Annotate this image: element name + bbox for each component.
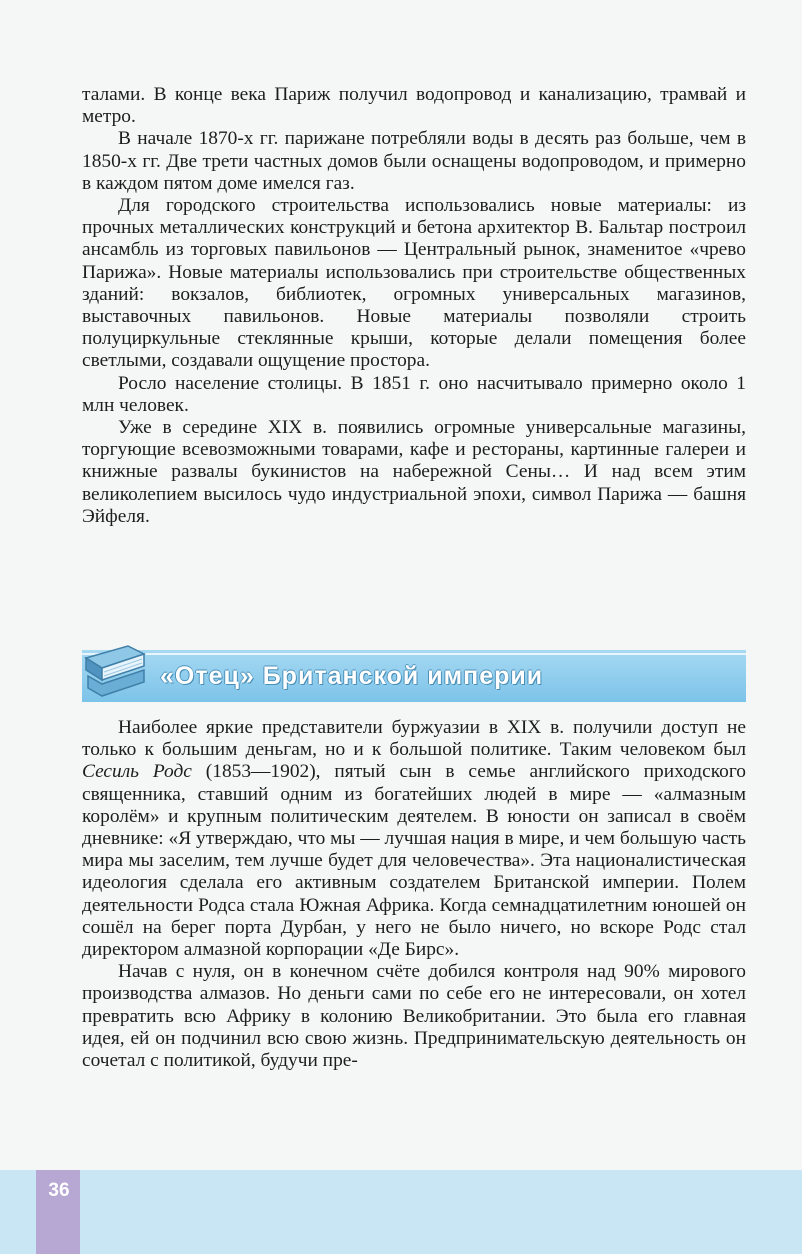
paragraph-continuation: талами. В конце века Париж получил водопровод и канализацию, трамвай и метро. bbox=[82, 84, 746, 128]
paragraph-water-gas: В начале 1870-х гг. парижане потребляли воды в десять раз больше, чем в 1850-х гг. Две трети частных домов были оснащены водопроводом, и примерно в каждом пятом доме имелся газ. bbox=[82, 128, 746, 194]
paragraph-rhodes-diamonds: Начав с нуля, он в конечном счёте добился контроля над 90% мирового производства алмазов. Но деньги сами по себе его не интересовали, он хотел превратить всю Африку в колонию Великобритании. Это была его главная идея, ей он подчинил всю свою жизнь. Предпринимательскую деятельность он сочетал с политикой, будучи пре- bbox=[82, 961, 746, 1072]
paragraph-eiffel: Уже в середине XIX в. появились огромные универсальные магазины, торгующие всевозможными товарами, кафе и рестораны, картинные галереи и книжные развалы букинистов на набережной Сены… И над всем этим великолепием высилось чудо индустриальной эпохи, символ Парижа — башня Эйфеля. bbox=[82, 417, 746, 527]
person-name: Сесиль Родс bbox=[82, 761, 192, 783]
paragraph-text-part: (1853—1902), пятый сын в семье английского приходского священника, ставший одним из богатейших людей в мире — «алмазным королём» и крупным политическим деятелем. В юности он записал в своём дневнике: «Я утверждаю, что мы — лучшая нация в мире, и чем большую часть мира мы заселим, тем лучше будет для человечества». Эта националистическая идеология сделала его активным создателем Британской империи. Полем деятельности Родса стала Южная Африка. Когда семнадцатилетним юношей он сошёл на берег порта Дурбан, у него не было ничего, но вскоре Родс стал директором алмазной корпорации «Де Бирс». bbox=[82, 761, 746, 961]
section-heading-band bbox=[82, 650, 746, 702]
paragraph-materials: Для городского строительства использовались новые материалы: из прочных металлических конструкций и бетона архитектор В. Бальтар построил ансамбль из торговых павильонов — Центральный рынок, знаменитое «чрево Парижа». Новые материалы использовались при строительстве общественных зданий: вокзалов, библиотек, огромных универсальных магазинов, выставочных павильонов. Новые материалы позволяли строить полуциркульные стеклянные крыши, которые делали помещения более светлыми, создавали ощущение простора. bbox=[82, 195, 746, 372]
paragraph-population: Росло население столицы. В 1851 г. оно насчитывало примерно около 1 млн человек. bbox=[82, 372, 746, 416]
book-stack-icon bbox=[82, 636, 152, 706]
top-text-block bbox=[82, 84, 746, 528]
section-title: «Отец» Британской империи bbox=[160, 662, 544, 690]
bottom-text-block bbox=[82, 717, 746, 1072]
page-number: 36 bbox=[48, 1180, 70, 1201]
paragraph-text-part: Наиболее яркие представители буржуазии в XIX в. получили доступ не только к большим деньгам, но и к большой политике. Таким человеком был bbox=[82, 717, 746, 761]
footer-band bbox=[0, 1170, 802, 1254]
paragraph-rhodes-intro bbox=[82, 717, 746, 961]
